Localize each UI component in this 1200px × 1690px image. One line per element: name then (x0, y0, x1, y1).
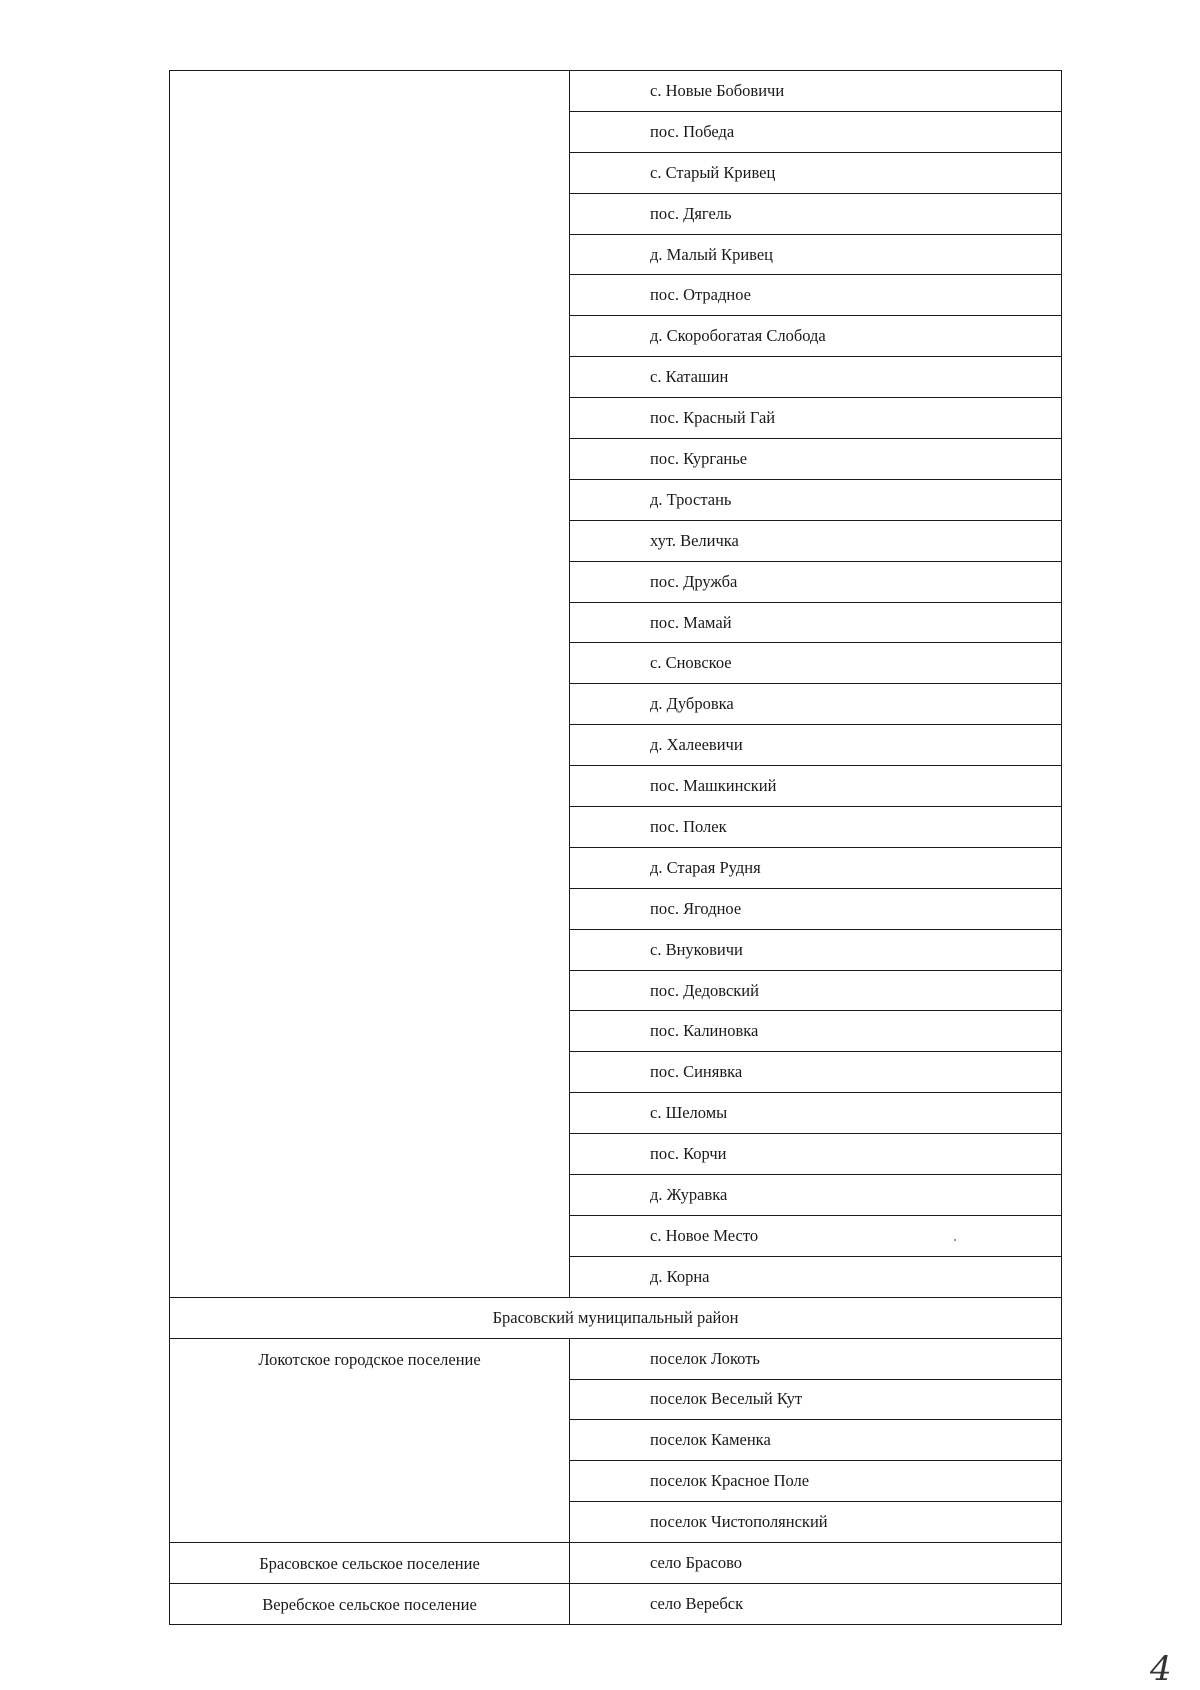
settlement-cell: д. Халеевичи (570, 725, 1062, 766)
settlement-cell: д. Старая Рудня (570, 847, 1062, 888)
settlements-table-body (170, 71, 1062, 1625)
settlement-cell: с. Сновское (570, 643, 1062, 684)
verebsk-municipality-cell: Веребское сельское поселение (170, 1583, 570, 1624)
settlement-cell: с. Шеломы (570, 1093, 1062, 1134)
settlement-cell: пос. Корчи (570, 1134, 1062, 1175)
settlement-cell: д. Дубровка (570, 684, 1062, 725)
settlement-cell: пос. Мамай (570, 602, 1062, 643)
settlement-cell: поселок Локоть (570, 1338, 1062, 1379)
table-row (170, 1338, 1062, 1379)
settlement-cell: хут. Величка (570, 520, 1062, 561)
table-row (170, 1543, 1062, 1584)
table-row (170, 71, 1062, 112)
settlement-cell: д. Корна (570, 1256, 1062, 1297)
settlement-cell: пос. Красный Гай (570, 398, 1062, 439)
settlement-cell: пос. Машкинский (570, 766, 1062, 807)
settlement-cell: с. Старый Кривец (570, 152, 1062, 193)
settlement-cell: поселок Каменка (570, 1420, 1062, 1461)
settlement-cell: пос. Дедовский (570, 970, 1062, 1011)
settlement-cell: с. Каташин (570, 357, 1062, 398)
settlement-cell: пос. Курганье (570, 439, 1062, 480)
settlement-cell: с. Новые Бобовичи (570, 71, 1062, 112)
lokot-municipality-cell: Локотское городское поселение (170, 1338, 570, 1542)
settlements-table (169, 70, 1062, 1625)
settlement-cell: пос. Полек (570, 807, 1062, 848)
settlement-cell: село Веребск (570, 1583, 1062, 1624)
district-header: Брасовский муниципальный район (170, 1297, 1062, 1338)
settlement-cell: поселок Красное Поле (570, 1461, 1062, 1502)
settlement-cell: д. Тростань (570, 479, 1062, 520)
district-header-row (170, 1297, 1062, 1338)
table-row (170, 1583, 1062, 1624)
settlement-cell: д. Малый Кривец (570, 234, 1062, 275)
settlement-cell: с. Внуковичи (570, 929, 1062, 970)
group1-municipality-cell (170, 71, 570, 1298)
settlement-cell: поселок Чистополянский (570, 1502, 1062, 1543)
brasovo-municipality-cell: Брасовское сельское поселение (170, 1543, 570, 1584)
settlement-cell: пос. Дягель (570, 193, 1062, 234)
settlement-cell: пос. Дружба (570, 561, 1062, 602)
page-number: 4 (1150, 1649, 1172, 1689)
settlement-cell: д. Скоробогатая Слобода (570, 316, 1062, 357)
settlement-cell: пос. Синявка (570, 1052, 1062, 1093)
settlement-cell: пос. Отрадное (570, 275, 1062, 316)
settlement-cell: село Брасово (570, 1543, 1062, 1584)
settlement-cell: пос. Калиновка (570, 1011, 1062, 1052)
settlement-cell: поселок Веселый Кут (570, 1379, 1062, 1420)
settlement-cell: пос. Победа (570, 111, 1062, 152)
settlement-cell: д. Журавка (570, 1175, 1062, 1216)
settlement-cell: пос. Ягодное (570, 888, 1062, 929)
scan-dust-mark (954, 1239, 956, 1241)
settlement-cell: с. Новое Место (570, 1215, 1062, 1256)
